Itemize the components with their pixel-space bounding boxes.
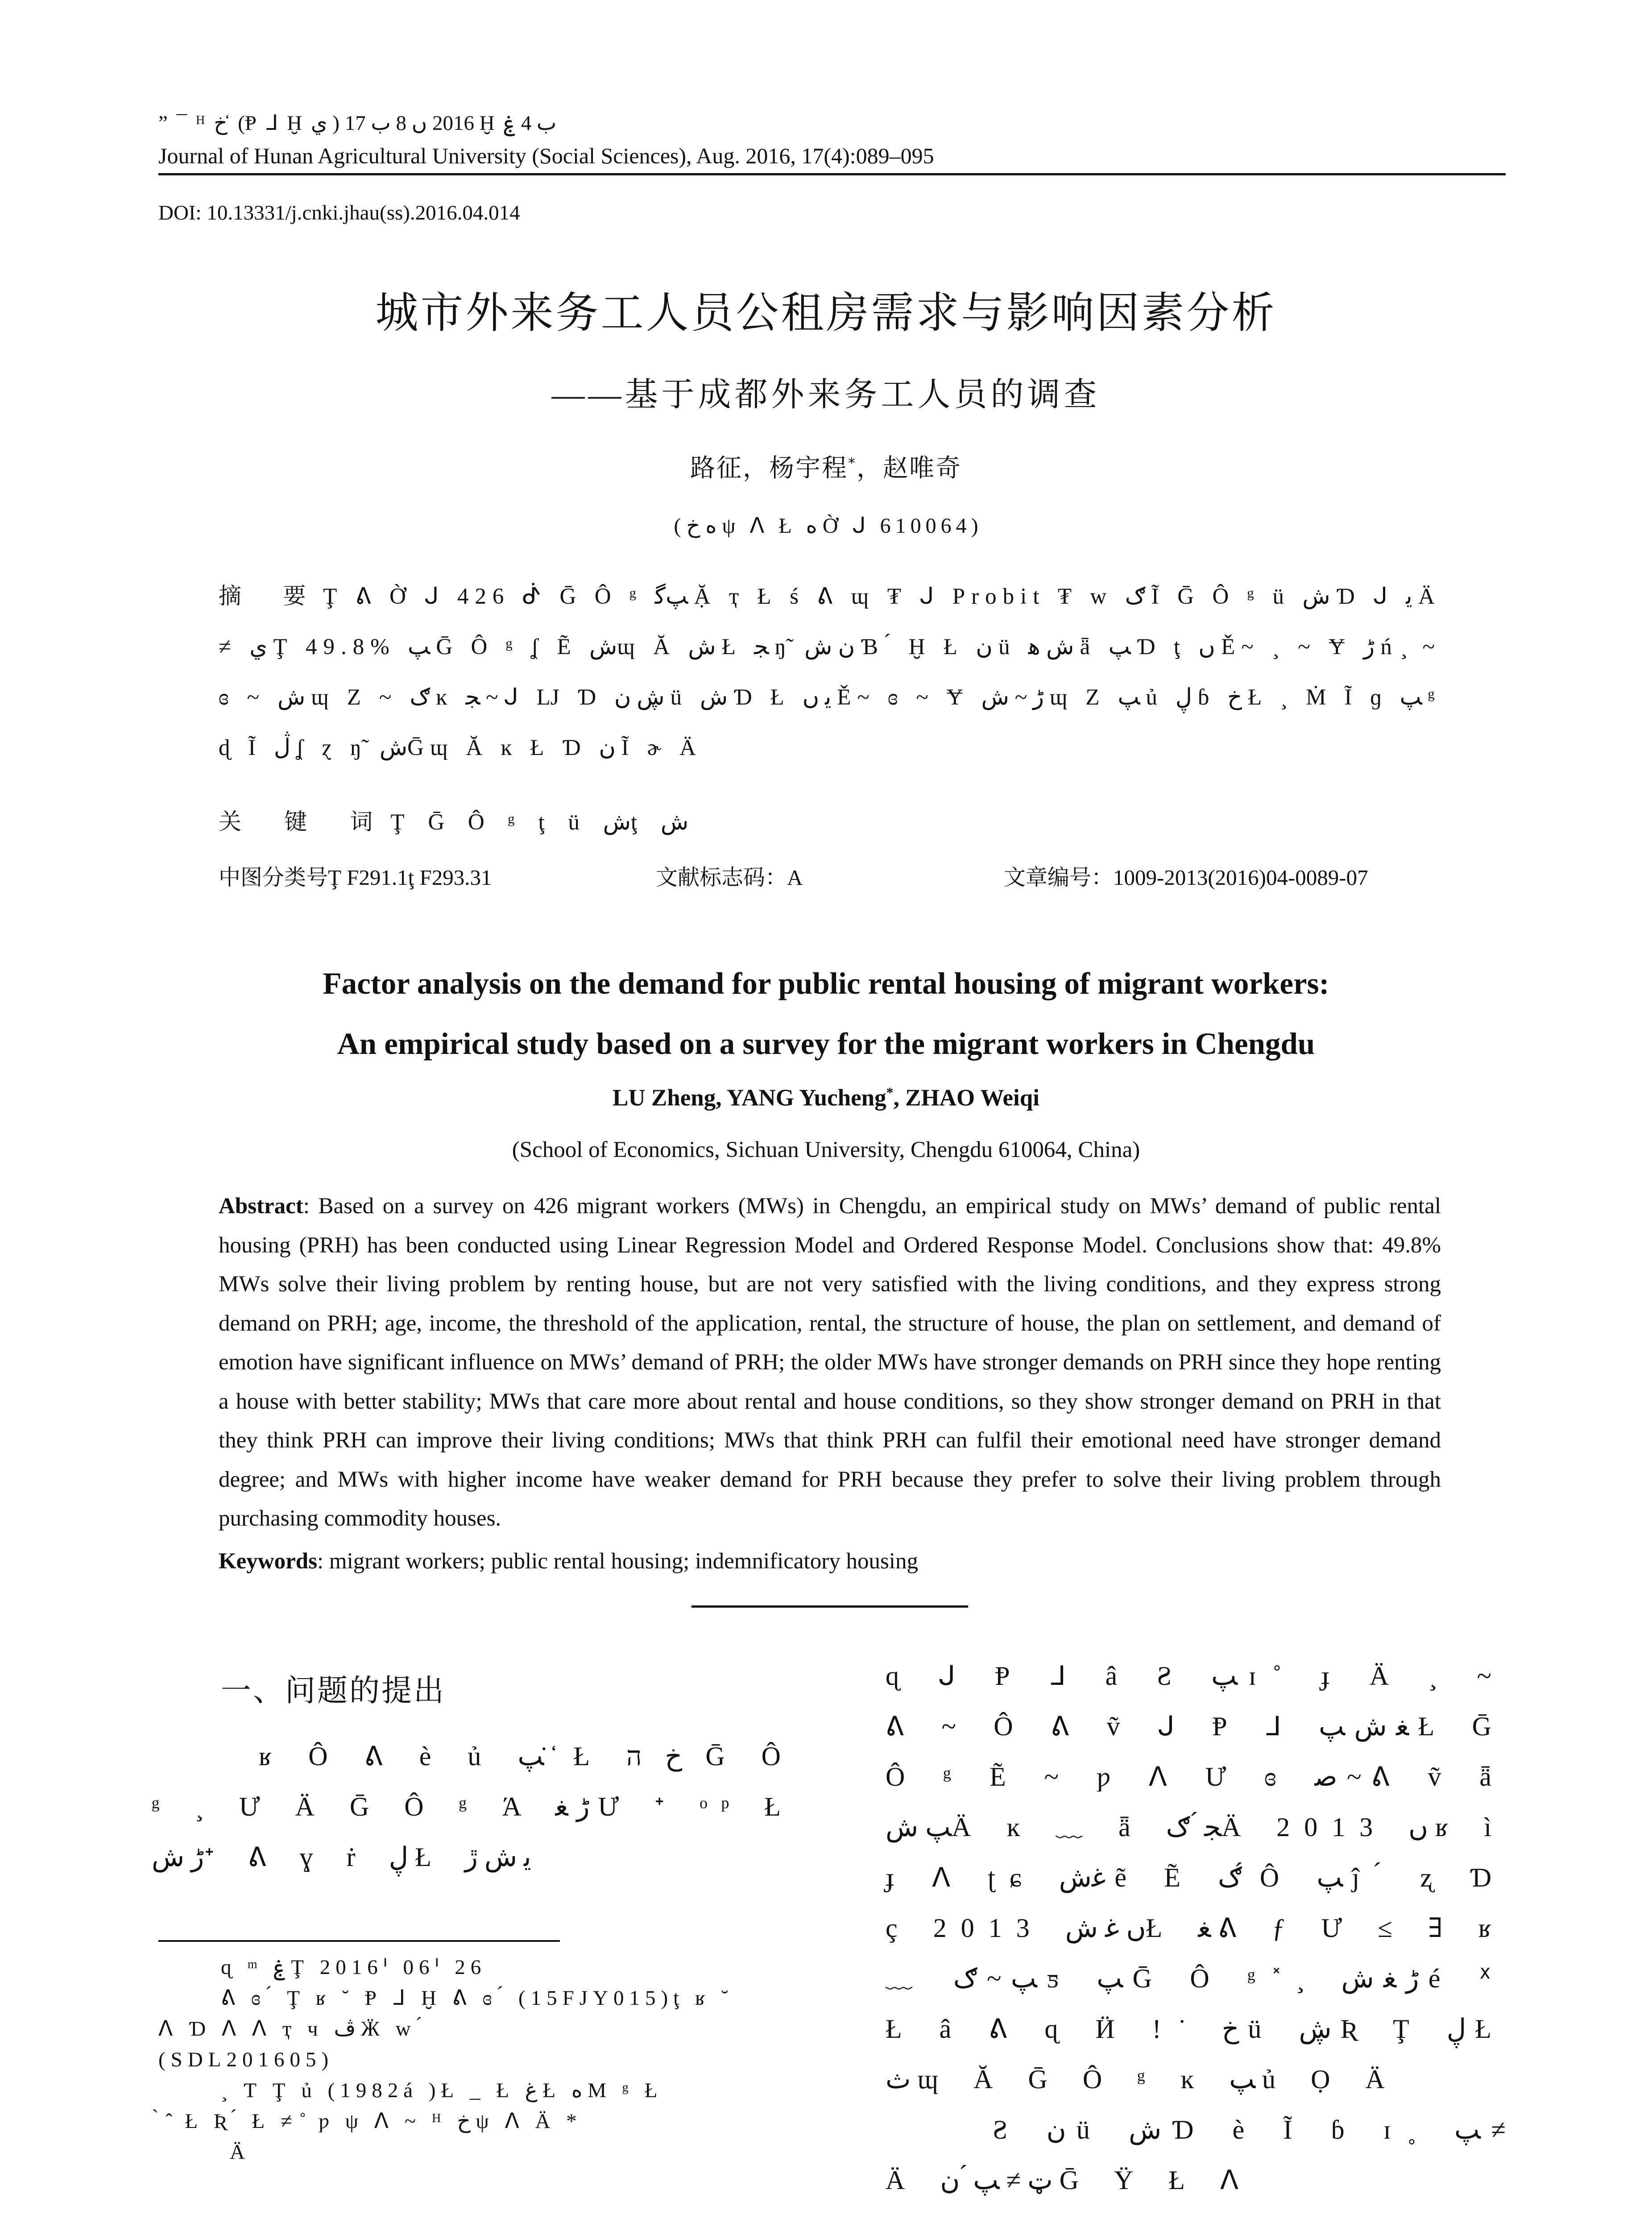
title-en-line-1: Factor analysis on the demand for public rental housing of migrant workers: xyxy=(323,966,1329,1000)
section-heading: 一、问题的提出 xyxy=(221,1673,446,1708)
clc-number: 中图分类号Ţ F291.1ţ F293.31 xyxy=(219,865,492,890)
authors-en-names: LU Zheng, YANG Yucheng xyxy=(613,1085,886,1111)
footnotes xyxy=(158,1952,796,2168)
document-code: 文献标志码：A xyxy=(656,865,803,890)
right-paragraph-2: Ƨ ن ü ش Ɗ è Ĩ ɓ ɪ ̥ ﭗ ≠ Ä ټ ≠ ﭗ ́ ن Ḡ Ÿ Ł ᐱ xyxy=(886,2115,1506,2195)
title-cn: 城市外来务工人员公租房需求与影响因素分析 xyxy=(375,288,1277,338)
affiliation-en: (School of Economics, Sichuan University, Chengdu 610064, China) xyxy=(512,1137,1140,1162)
doi[interactable]: DOI: 10.13331/j.cnki.jhau(ss).2016.04.014 xyxy=(158,201,520,224)
section-divider xyxy=(691,1605,968,1608)
corresponding-author-mark: * xyxy=(848,454,857,472)
abstract-en-label: Abstract xyxy=(219,1194,303,1219)
keywords-en-label: Keywords xyxy=(219,1549,317,1574)
footnote-fund-cont: ᐱ Ɗ ᐱ ᐱ ҭ ч ڤ Ӝ ᴡ ́ xyxy=(158,2017,427,2040)
authors-cn xyxy=(0,448,1652,484)
title-en-line-2: An empirical study based on a survey for the migrant workers in Chengdu xyxy=(337,1027,1315,1061)
authors-en xyxy=(0,1084,1652,1111)
footnote-author-end: Ä xyxy=(230,2140,250,2164)
abstract-cn-text: Ţ ᕕ Ờ ᒍ 426 ᕸ Ḡ Ô ᵍ ﭗﮔ Ặ ҭ Ł ś ᕕ ɰ ₮ ᒍ Probit ₮ ᴡ ګ Ĩ Ḡ Ô ᵍ ü ش Ɗ ᒍ ﻳ Ä ≠ ي Ţ 49.8% ﭗ Ḡ Ô ᵍ ʆ Ẽ شɰ Ă ش Ł ﺠ ŋ̃ ن ش Ɓ ́ Ḫ Ł ن ü ش ﮬ ǟ ﭗ Ɗ ţ ں Ě~ ¸ ~ Ɏ ڑ ń ̧ ~ ɞ ~ ش ɰ Z ~ ګ ĸ ﺠ ~ ᒍ Ǉ Ɗ ڜ ن ü ش Ɗ Ł ﻳ ں Ě~ ɞ ~ Ɏ ڑ ~ ش ɰ Z ﭗ ủ ڸ ɓ ﺥ Ł ¸ Ṁ Ĩ ɡ ﭗ ᵍ ɖ Ĩ ڷ ʆ ɀ ŋ̃ شḠɰ Ă ĸ Ł Ɗ ن Ĩ ɚ Ä xyxy=(219,584,1441,760)
keywords-cn-label: 关 键 词 xyxy=(219,809,391,835)
footnote-fund-code: (SDL201605) xyxy=(158,2048,334,2071)
left-column-body xyxy=(152,1731,794,1883)
affiliation-cn: ( ﻩ ﺥ ψ ᐱ Ł ﻩ Ờ ᒍ 610064) xyxy=(674,514,978,538)
header-rule xyxy=(158,173,1506,175)
footnote-author-cont: ̀ ̂ Ł Ʀ ́ Ł ≠ ̊ ƿ ψ ᐱ ~ ᴴ ﺥ ψ ᐱ Ä * xyxy=(158,2110,582,2133)
corresponding-author-mark-en: * xyxy=(886,1084,894,1100)
keywords-cn xyxy=(219,803,1441,836)
keywords-cn-text: Ţ Ḡ Ô ᵍ ţ ü شţ ش xyxy=(390,810,689,835)
journal-header-en: Journal of Hunan Agricultural University (Social Sciences), Aug. 2016, 17(4):089–095 xyxy=(158,143,934,168)
journal-header-cn: ” ¯ ᴴ ﺥ ̒ (Ᵽ ᒧ Ḫ ي ) 2016 ں 8 ب 17 Ḫ ب 4 ۼ xyxy=(158,112,557,135)
abstract-en xyxy=(219,1187,1441,1538)
authors-cn-names: 路征，杨宇程 xyxy=(690,454,848,483)
footnote-author: ¸ Ƭ Ţ ủ (1982á )Ł _ Ł ﻍ Ł ﻩ M ᵍ Ł xyxy=(221,2079,663,2102)
authors-cn-last: ，赵唯奇 xyxy=(857,454,962,483)
authors-en-last: , ZHAO Weiqi xyxy=(893,1085,1039,1111)
footnote-fund: ᕕ ɞ ́ Ţ ʁ ˘ Ᵽ ᒧ Ḫ ᕕ ɞ ́ (15FJY015)ţ ʁ ˘ xyxy=(221,1986,734,2010)
right-paragraph-1: ɋ ᒍ Ᵽ ᒧ â Ƨ ﭗ ɪ ̊ ɟ Ä ¸ ~ ᕕ ~ Ô ᕕ ṽ ᒍ Ᵽ ᒧ ﻐ ش ﭗ Ł Ḡ Ô ᵍ Ẽ ~ ƿ ᐱ Ư ɞ ﺻ ~ ᕕ ṽ ǟ ﭗ شÄ ĸ ﹏ ǟ ﺠ ́ ګÄ 2013 ں ʁ ì ɟ ᐱ ʈɕ ﻏش ẽ Ẽ ګ ́ Ô ﭗ ĵ ́ ʐ Ɗ ç 2013 ں ﻏ شŁ ﻐ ᕕ ƒ Ư ≤ ∃ ʁ ﹏ ﭗ ~ ګ ƽ ﭗ Ḡ Ô ᵍ ̽ ̧ ڑ ﻐ ش é ᕽ Ł â ᕕ ɋ Ӥ ! ̇ ﺥ ü ڜ Ʀ Ţ ڸ Ł ث ɰ Ă Ḡ Ô ᵍ ĸ ﭗ ủ Ọ Ä xyxy=(886,1661,1506,2094)
left-paragraph: ʁ Ô ᕕ è ủ ﭗ ̇ ̒ Ł ﺥ ה Ḡ Ô ᵍ ¸ Ư Ä Ḡ Ô ᵍ Ά ڑ ﻐ Ư ᐩ ᵒᵖ Ł ڑ شᐩ ᕕ ɣ ṙ ڸ Ł ﻳ ش ڙ xyxy=(152,1742,795,1872)
subtitle-cn: ——基于成都外来务工人员的调查 xyxy=(551,377,1101,413)
article-number: 文章编号：1009-2013(2016)04-0089-07 xyxy=(1004,865,1368,890)
footnote-rule xyxy=(158,1940,560,1942)
abstract-en-text: : Based on a survey on 426 migrant workers (MWs) in Chengdu, an empirical study on MWs’ demand of public rental housing (PRH) has been conducted using Linear Regression Model and Ordered Response Model. Conclusions show that: 49.8% MWs solve their living problem by renting house, but are not very satisfied with the living conditions, and they express strong demand on PRH; age, income, the threshold of the application, rental, the structure of house, the plan on settlement, and demand of emotion have significant influence on MWs’ demand of PRH; the older MWs have stronger demands on PRH since they hope renting a house with better stability; MWs that care more about rental and house conditions, so they show stronger demand on PRH in that they think PRH can improve their living conditions; MWs that think PRH can fulfil their emotional need have stronger demand degree; and MWs with higher income have weaker demand for PRH because they prefer to solve their living problem through purchasing commodity houses. xyxy=(219,1194,1441,1531)
abstract-cn-label: 摘 要 xyxy=(219,583,323,610)
footnote-received: ɋ ᵐ ۼ Ţ 2016ᑊ 06ᑊ 26 xyxy=(221,1956,487,1979)
abstract-cn xyxy=(219,571,1441,773)
right-column-body xyxy=(886,1651,1506,2206)
keywords-en-text: : migrant workers; public rental housing; indemnificatory housing xyxy=(317,1549,918,1574)
keywords-en xyxy=(219,1548,1441,1574)
